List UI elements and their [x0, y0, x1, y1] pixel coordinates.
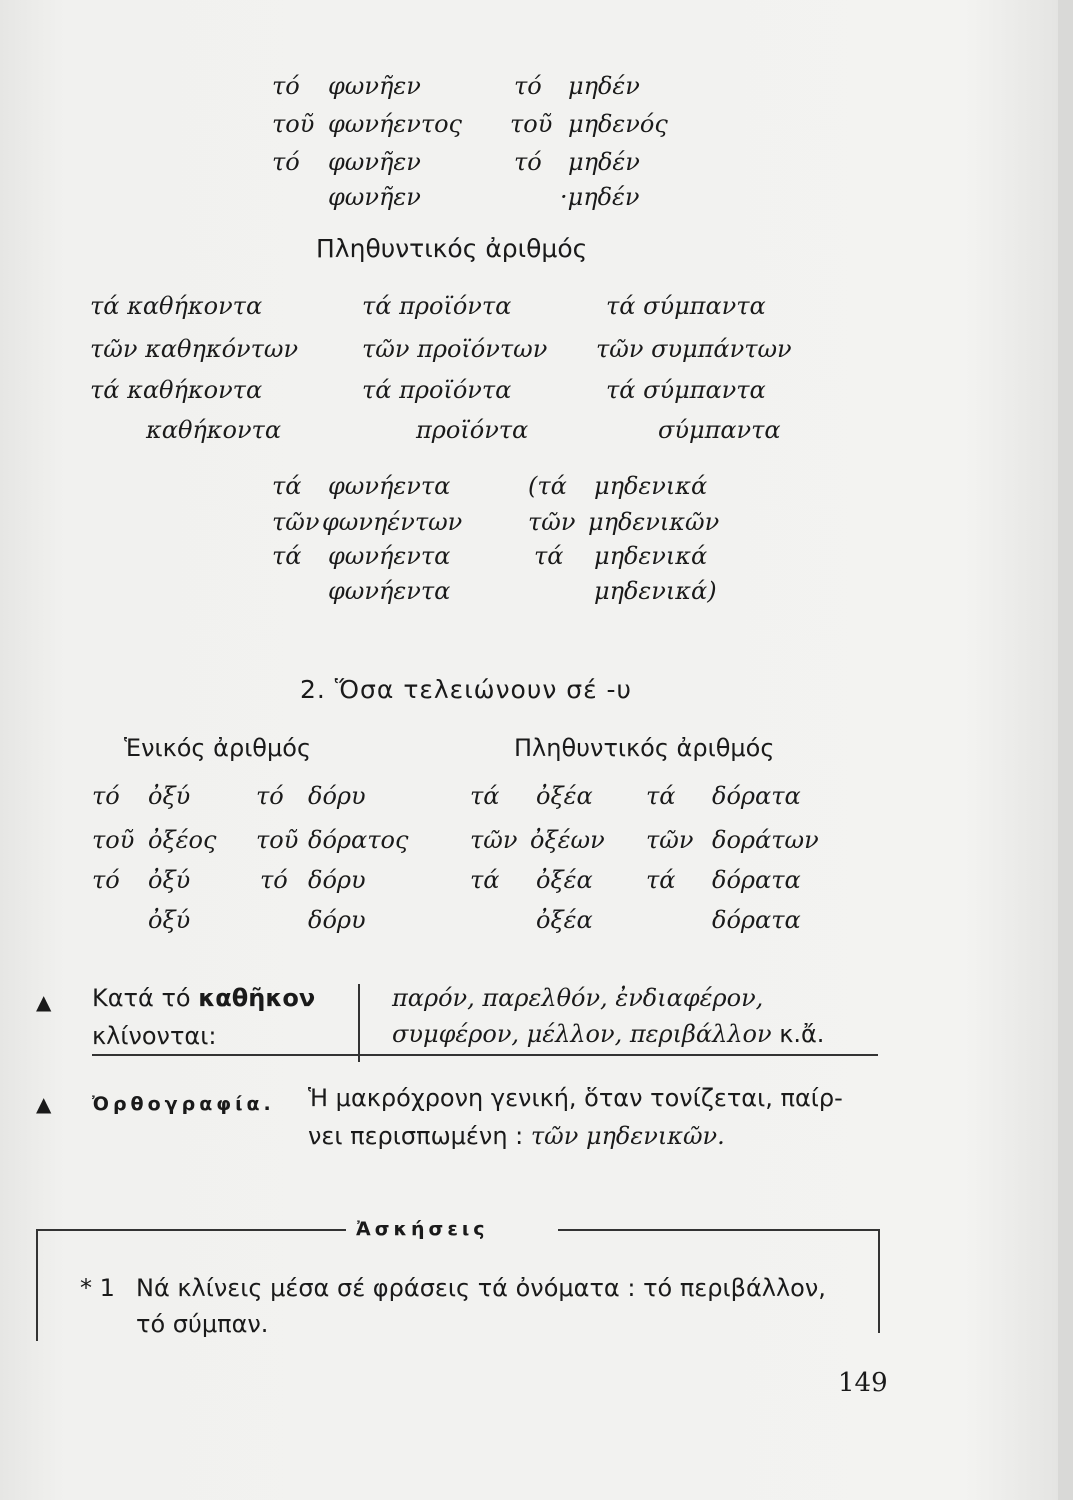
- orthography-label: Ὀρθογραφία.: [92, 1093, 275, 1115]
- exercises-heading: Ἀσκήσεις: [356, 1218, 489, 1240]
- plural-heading: Πληθυντικός ἀριθμός: [316, 234, 588, 263]
- section-title: 2. Ὅσα τελειώνουν σέ -υ: [300, 675, 633, 704]
- plural-heading-2: Πληθυντικός ἀριθμός: [514, 734, 775, 762]
- participle-form: τά καθήκοντα: [90, 376, 263, 404]
- note-label-line2: κλίνονται:: [92, 1022, 217, 1050]
- article: τῶν: [528, 508, 576, 536]
- noun-form: ὀξύ: [148, 866, 191, 894]
- article: τῶν: [470, 826, 518, 854]
- note-underline: [92, 1054, 878, 1056]
- article: τό: [514, 72, 542, 100]
- orthography-line2: νει περισπωμένη : τῶν μηδενικῶν.: [308, 1122, 725, 1150]
- participle-form: τά προϊόντα: [362, 376, 512, 404]
- article: τά: [272, 542, 302, 570]
- participle-form: τά προϊόντα: [362, 292, 512, 320]
- participle-form: τά σύμπαντα: [606, 292, 766, 320]
- noun-form: μηδενικά): [594, 577, 717, 605]
- noun-form: δόρατα: [712, 906, 801, 934]
- article: τά: [272, 472, 302, 500]
- exercises-border-right: [878, 1229, 880, 1333]
- noun-form: δόρυ: [308, 782, 366, 810]
- exercise-number: * 1: [80, 1274, 115, 1302]
- noun-form: δοράτων: [712, 826, 819, 854]
- article: τό: [260, 866, 288, 894]
- noun-form: ὀξέος: [148, 826, 217, 854]
- singular-heading: Ἑνικός ἀριθμός: [124, 734, 312, 762]
- article: τοῦ: [272, 110, 315, 138]
- noun-form: μηδέν: [568, 148, 640, 176]
- noun-form: μηδενικῶν: [588, 508, 720, 536]
- noun-form: ὀξέα: [536, 906, 593, 934]
- noun-form: ὀξέων: [530, 826, 605, 854]
- noun-form: ·μηδέν: [560, 183, 640, 211]
- note-example-line2: συμφέρον, μέλλον, περιβάλλον κ.ἄ.: [392, 1020, 825, 1048]
- article: τοῦ: [92, 826, 135, 854]
- participle-form: τά σύμπαντα: [606, 376, 766, 404]
- exercises-border-left: [36, 1229, 38, 1341]
- article: τά: [470, 782, 500, 810]
- article: τό: [272, 72, 300, 100]
- article: τό: [272, 148, 300, 176]
- participle-form: καθήκοντα: [146, 416, 282, 444]
- article: τό: [92, 782, 120, 810]
- note-divider: [358, 984, 360, 1062]
- page-edge: [1058, 0, 1073, 1500]
- article: τά: [646, 782, 676, 810]
- article: τό: [92, 866, 120, 894]
- triangle-marker-icon: ▲: [36, 990, 52, 1014]
- article: τῶν: [272, 508, 320, 536]
- participle-form: τῶν προϊόντων: [362, 335, 548, 363]
- orthography-line1: Ἡ μακρόχρονη γενική, ὅταν τονίζεται, παίρ-: [308, 1084, 843, 1112]
- participle-form: τῶν συμπάντων: [596, 335, 792, 363]
- noun-form: δόρυ: [308, 906, 366, 934]
- noun-form: φωνηέντων: [322, 508, 463, 536]
- noun-form: φωνήεντα: [328, 577, 451, 605]
- article: τά: [534, 542, 564, 570]
- participle-form: τῶν καθηκόντων: [90, 335, 299, 363]
- article: τοῦ: [256, 826, 299, 854]
- noun-form: δόρυ: [308, 866, 366, 894]
- article: τό: [256, 782, 284, 810]
- noun-form: φωνήεντα: [328, 542, 451, 570]
- noun-form: ὀξέα: [536, 782, 593, 810]
- exercises-rule-right: [558, 1229, 880, 1231]
- article: τά: [470, 866, 500, 894]
- noun-form: μηδέν: [568, 72, 640, 100]
- noun-form: φωνήεντα: [328, 472, 451, 500]
- article: τῶν: [646, 826, 694, 854]
- noun-form: δόρατα: [712, 782, 801, 810]
- noun-form: δόρατα: [712, 866, 801, 894]
- noun-form: μηδενός: [568, 110, 668, 138]
- noun-form: φωνῆεν: [328, 148, 421, 176]
- triangle-marker-icon: ▲: [36, 1092, 52, 1116]
- noun-form: μηδενικά: [594, 472, 708, 500]
- article: τοῦ: [510, 110, 553, 138]
- participle-form: τά καθήκοντα: [90, 292, 263, 320]
- article: (τά: [528, 472, 567, 500]
- noun-form: φωνῆεν: [328, 183, 421, 211]
- noun-form: φωνήεντος: [328, 110, 462, 138]
- note-label-line1: Κατά τό καθῆκον: [92, 984, 316, 1012]
- exercises-rule-left: [36, 1229, 346, 1231]
- noun-form: μηδενικά: [594, 542, 708, 570]
- noun-form: ὀξύ: [148, 906, 191, 934]
- note-example-line1: παρόν, παρελθόν, ἐνδιαφέρον,: [392, 984, 764, 1012]
- participle-form: σύμπαντα: [658, 416, 781, 444]
- noun-form: φωνῆεν: [328, 72, 421, 100]
- exercise-text-line1: Νά κλίνεις μέσα σέ φράσεις τά ὀνόματα : τό περιβάλλον,: [136, 1274, 826, 1302]
- article: τά: [646, 866, 676, 894]
- noun-form: ὀξύ: [148, 782, 191, 810]
- article: τό: [514, 148, 542, 176]
- page-number: 149: [838, 1368, 888, 1398]
- noun-form: ὀξέα: [536, 866, 593, 894]
- noun-form: δόρατος: [308, 826, 409, 854]
- exercise-text-line2: τό σύμπαν.: [136, 1310, 269, 1338]
- participle-form: προϊόντα: [416, 416, 529, 444]
